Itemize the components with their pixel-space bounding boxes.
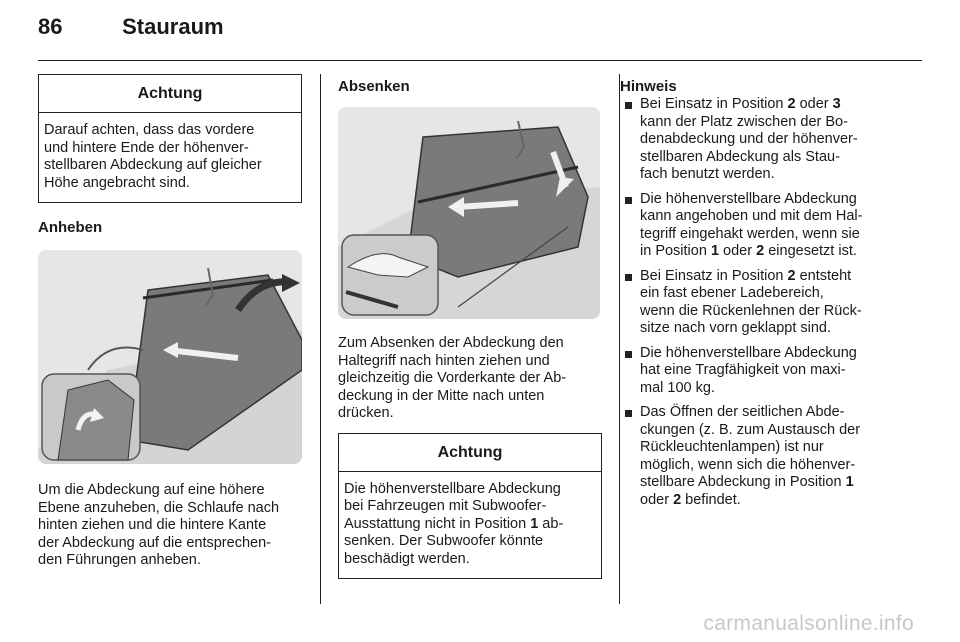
note-item-1: Bei Einsatz in Position 2 oder 3 kann der Platz zwischen der Bo- denabdeckung und der höhenver- stellbaren Abdeckung als Stau- fach benutzt werden. bbox=[620, 96, 904, 184]
section-heading-absenken: Absenken bbox=[338, 78, 410, 95]
section-heading-hinweis: Hinweis bbox=[620, 78, 677, 95]
caution-text-subwoofer: Die höhenverstellbare Abdeckung bei Fahrzeugen mit Subwoofer- Ausstattung nicht in Position 1 ab- senken. Der Subwoofer könnte beschädigt werden. bbox=[344, 480, 564, 567]
column-3 bbox=[620, 74, 904, 516]
anheben-text: Um die Abdeckung auf eine höhere Ebene anzuheben, die Schlaufe nach hinten ziehen und die hintere Kante der Abdeckung auf die entsprechen- den Führungen anheben. bbox=[38, 482, 280, 568]
caution-title: Achtung bbox=[39, 75, 301, 113]
lower-cover-illustration bbox=[338, 107, 600, 319]
column-divider-1 bbox=[320, 74, 321, 604]
caution-text: Darauf achten, dass das vordere und hintere Ende der höhenver- stellbaren Abdeckung auf gleicher Höhe angebracht sind. bbox=[44, 122, 262, 191]
raise-cover-illustration bbox=[38, 250, 302, 464]
note-item-2: Die höhenverstellbare Abdeckung kann angehoben und mit dem Hal- tegriff eingehakt werden, wenn sie in Position 1 oder 2 eingesetzt ist. bbox=[620, 191, 904, 261]
page-number: 86 bbox=[38, 14, 63, 39]
absenken-text: Zum Absenken der Abdeckung den Haltegriff nach hinten ziehen und gleichzeitig die Vorderkante der Ab- deckung in der Mitte nach unten drücken. bbox=[338, 335, 567, 421]
note-item-3: Bei Einsatz in Position 2 entsteht ein fast ebener Ladebereich, wenn die Rückenlehnen der Rück- sitze nach vorn geklappt sind. bbox=[620, 268, 904, 338]
notes-list bbox=[620, 96, 904, 509]
page-title: Stauraum bbox=[122, 14, 224, 39]
section-heading-anheben: Anheben bbox=[38, 219, 103, 236]
column-2 bbox=[338, 74, 602, 579]
note-item-4: Die höhenverstellbare Abdeckung hat eine Tragfähigkeit von maxi- mal 100 kg. bbox=[620, 345, 904, 398]
watermark: carmanualsonline.info bbox=[703, 612, 914, 635]
caution-box-subwoofer bbox=[338, 433, 602, 580]
note-item-5: Das Öffnen der seitlichen Abde- ckungen (z. B. zum Austausch der Rückleuchtenlampen) ist nur möglich, wenn sich die höhenver- stellbare Abdeckung in Position 1 oder 2 befindet. bbox=[620, 404, 904, 509]
page-header bbox=[38, 14, 224, 40]
column-1 bbox=[38, 74, 302, 570]
caution-title-subwoofer: Achtung bbox=[339, 434, 601, 472]
caution-box bbox=[38, 74, 302, 203]
header-rule bbox=[38, 60, 922, 61]
